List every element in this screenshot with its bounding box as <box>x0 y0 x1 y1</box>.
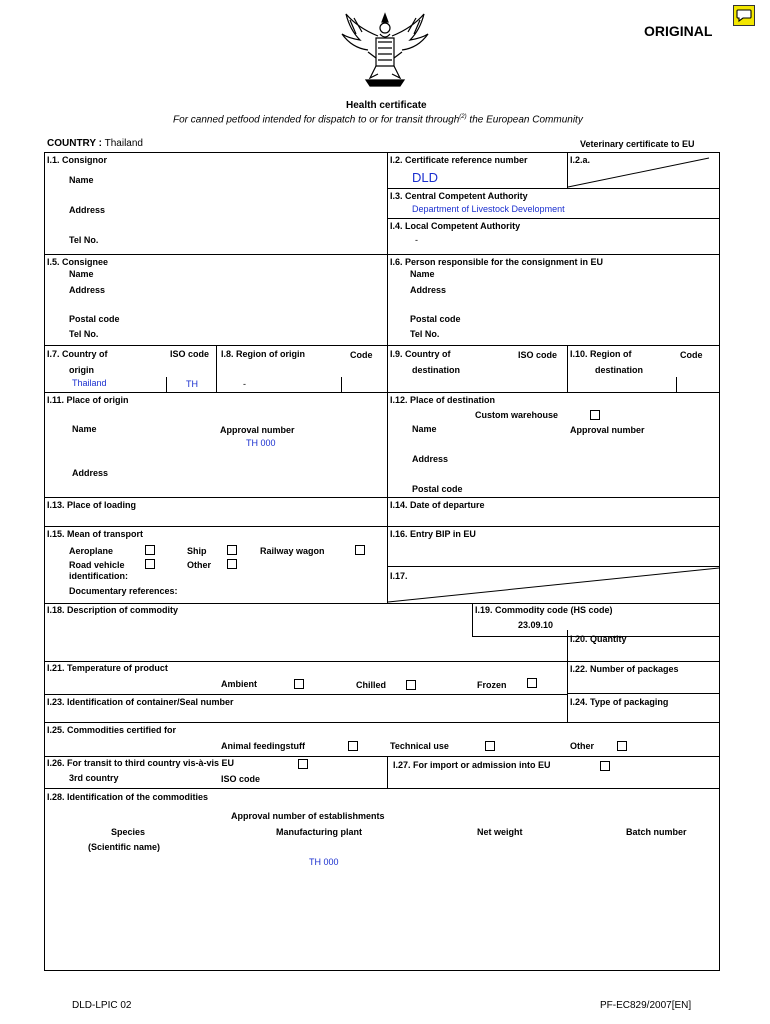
technical-use-checkbox[interactable] <box>485 741 495 751</box>
origin-approval-label: Approval number <box>220 425 295 435</box>
i9-label: I.9. Country of <box>390 349 451 359</box>
i7-label-origin: origin <box>69 365 94 375</box>
i24-label: I.24. Type of packaging <box>570 697 669 707</box>
i2-label: I.2. Certificate reference number <box>390 155 528 165</box>
i25-label: I.25. Commodities certified for <box>47 725 177 735</box>
chilled-label: Chilled <box>356 680 387 690</box>
custom-warehouse-label: Custom warehouse <box>475 410 559 420</box>
i14-label: I.14. Date of departure <box>390 500 485 510</box>
footer-left: DLD-LPIC 02 <box>72 1000 132 1011</box>
iso-code-label: ISO code <box>221 774 261 784</box>
aeroplane-label: Aeroplane <box>69 546 114 556</box>
other-transport-label: Other <box>187 560 212 570</box>
approval-establishments-label: Approval number of establishments <box>231 811 385 821</box>
ambient-checkbox[interactable] <box>294 679 304 689</box>
i8-label: I.8. Region of origin <box>221 349 305 359</box>
i3-value: Department of Livestock Development <box>412 204 565 214</box>
i7-iso-label: ISO code <box>170 349 210 359</box>
original-label: ORIGINAL <box>644 23 713 39</box>
i20-label: I.20. Quantity <box>570 634 627 644</box>
person-address-label: Address <box>410 285 447 295</box>
subtitle-text-end: the European Community <box>466 114 583 126</box>
road-vehicle-checkbox[interactable] <box>145 559 155 569</box>
consignee-address-label: Address <box>69 285 106 295</box>
country-value: Thailand <box>104 138 143 149</box>
railway-checkbox[interactable] <box>355 545 365 555</box>
i11-label: I.11. Place of origin <box>47 395 129 405</box>
i3-label: I.3. Central Competent Authority <box>390 191 528 201</box>
identification-label: identification: <box>69 571 128 581</box>
i1-label: I.1. Consignor <box>47 155 108 165</box>
railway-label: Railway wagon <box>260 546 325 556</box>
i9-iso-label: ISO code <box>518 350 558 360</box>
i28-label: I.28. Identification of the commodities <box>47 792 209 802</box>
i26-label: I.26. For transit to third country vis-à-vis EU <box>47 758 235 768</box>
i2a-label: I.2.a. <box>570 155 591 165</box>
chilled-checkbox[interactable] <box>406 680 416 690</box>
person-name-label: Name <box>410 269 435 279</box>
i6-label: I.6. Person responsible for the consignment in EU <box>390 257 604 267</box>
scientific-name-label: (Scientific name) <box>88 842 161 852</box>
i8-value: - <box>243 379 246 389</box>
frozen-checkbox[interactable] <box>527 678 537 688</box>
i18-label: I.18. Description of commodity <box>47 605 179 615</box>
ship-checkbox[interactable] <box>227 545 237 555</box>
i23-label: I.23. Identification of container/Seal number <box>47 697 234 707</box>
i10-label: I.10. Region of <box>570 349 632 359</box>
consignor-tel-label: Tel No. <box>69 235 99 245</box>
vet-cert-label: Veterinary certificate to EU <box>580 139 695 149</box>
i7-label: I.7. Country of <box>47 349 108 359</box>
i10-label-destination: destination <box>595 365 644 375</box>
person-tel-label: Tel No. <box>410 329 440 339</box>
i8-code-label: Code <box>350 350 373 360</box>
i19-label: I.19. Commodity code (HS code) <box>475 605 613 615</box>
other-use-checkbox[interactable] <box>617 741 627 751</box>
i13-label: I.13. Place of loading <box>47 500 137 510</box>
footer-right: PF-EC829/2007[EN] <box>600 1000 692 1011</box>
feedingstuff-checkbox[interactable] <box>348 741 358 751</box>
i10-code-label: Code <box>680 350 703 360</box>
batch-number-label: Batch number <box>626 827 687 837</box>
species-label: Species <box>111 827 146 837</box>
person-postal-label: Postal code <box>410 314 461 324</box>
i2-value: DLD <box>412 170 439 185</box>
country-label: COUNTRY : <box>47 138 102 149</box>
i22-label: I.22. Number of packages <box>570 664 679 674</box>
frozen-label: Frozen <box>477 680 507 690</box>
third-country-label: 3rd country <box>69 773 119 783</box>
ship-label: Ship <box>187 546 207 556</box>
i5-label: I.5. Consignee <box>47 257 109 267</box>
docref-label: Documentary references: <box>69 586 178 596</box>
i16-label: I.16. Entry BIP in EU <box>390 529 476 539</box>
transit-checkbox[interactable] <box>298 759 308 769</box>
origin-address-label: Address <box>72 468 109 478</box>
certificate-title: Health certificate <box>346 100 427 111</box>
technical-use-label: Technical use <box>390 741 449 751</box>
manufacturing-plant-label: Manufacturing plant <box>276 827 362 837</box>
i7-iso-value: TH <box>186 379 198 389</box>
i12-label: I.12. Place of destination <box>390 395 496 405</box>
i19-value: 23.09.10 <box>518 620 554 630</box>
origin-approval-value: TH 000 <box>246 438 276 448</box>
aeroplane-checkbox[interactable] <box>145 545 155 555</box>
i27-label: I.27. For import or admission into EU <box>393 760 551 770</box>
consignee-tel-label: Tel No. <box>69 329 99 339</box>
i7-country-value: Thailand <box>72 378 107 388</box>
subtitle-footnote: (2) <box>459 114 467 120</box>
import-checkbox[interactable] <box>600 761 610 771</box>
dest-address-label: Address <box>412 454 449 464</box>
dest-name-label: Name <box>412 424 437 434</box>
road-vehicle-label: Road vehicle <box>69 560 125 570</box>
other-transport-checkbox[interactable] <box>227 559 237 569</box>
consignor-address-label: Address <box>69 205 106 215</box>
origin-name-label: Name <box>72 424 97 434</box>
i17-label: I.17. <box>390 571 408 581</box>
consignee-postal-label: Postal code <box>69 314 120 324</box>
feedingstuff-label: Animal feedingstuff <box>221 741 306 751</box>
i15-label: I.15. Mean of transport <box>47 529 144 539</box>
i4-value: - <box>415 235 418 245</box>
consignor-name-label: Name <box>69 175 94 185</box>
manufacturing-plant-value: TH 000 <box>309 857 339 867</box>
dest-approval-label: Approval number <box>570 425 645 435</box>
dest-postal-label: Postal code <box>412 484 463 494</box>
custom-warehouse-checkbox[interactable] <box>590 410 600 420</box>
net-weight-label: Net weight <box>477 827 523 837</box>
subtitle-text: For canned petfood intended for dispatch to or for transit through <box>173 114 460 126</box>
i4-label: I.4. Local Competent Authority <box>390 221 521 231</box>
i9-label-destination: destination <box>412 365 461 375</box>
i21-label: I.21. Temperature of product <box>47 663 168 673</box>
ambient-label: Ambient <box>221 679 257 689</box>
consignee-name-label: Name <box>69 269 94 279</box>
other-use-label: Other <box>570 741 595 751</box>
